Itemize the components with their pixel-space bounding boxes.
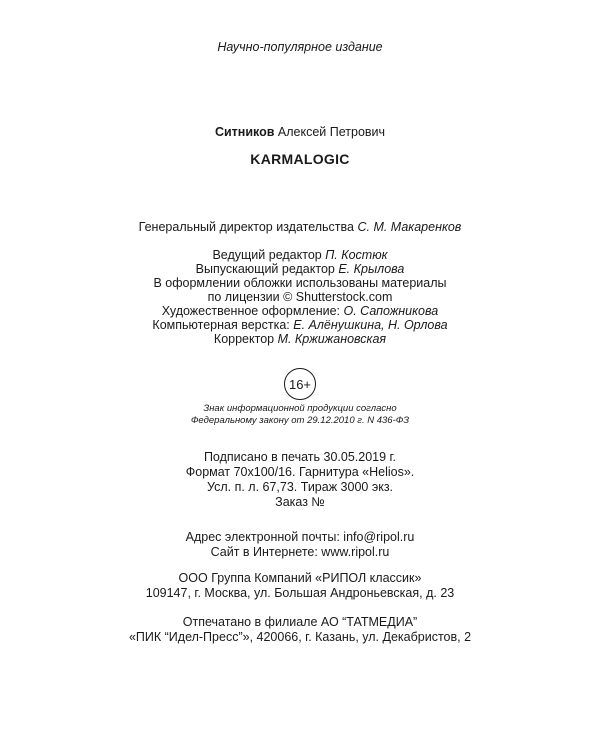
director-label: Генеральный директор издательства: [138, 220, 354, 234]
publisher-address: 109147, г. Москва, ул. Большая Андроньевская, д. 23: [145, 586, 455, 600]
age-rating-badge: 16+: [284, 368, 316, 400]
edition-type: Научно-популярное издание: [217, 40, 383, 54]
proofreader-label: Корректор: [213, 332, 275, 346]
art-label: Художественное оформление:: [161, 304, 341, 318]
printer-line2: «ПИК “Идел-Пресс”», 420066, г. Казань, ул. Декабристов, 2: [128, 630, 472, 644]
proofreader-line: [0, 332, 600, 346]
cover-materials-line2: по лицензии © Shutterstock.com: [207, 290, 393, 304]
author-given-names: Алексей Петрович: [277, 125, 386, 139]
art-line: [0, 304, 600, 318]
director-name: С. М. Макаренков: [357, 220, 462, 234]
author-surname: Ситников: [214, 125, 275, 139]
cover-materials-line1: В оформлении обложки использованы материалы: [153, 276, 447, 290]
layout-label: Компьютерная верстка:: [152, 318, 290, 332]
art-name: О. Сапожникова: [343, 304, 439, 318]
print-signed: Подписано в печать 30.05.2019 г.: [203, 450, 397, 464]
printer-line1: Отпечатано в филиале АО “ТАТМЕДИА”: [182, 615, 418, 629]
release-editor-name: Е. Крылова: [338, 262, 405, 276]
contact-email: Адрес электронной почты: info@ripol.ru: [185, 530, 415, 544]
age-note-line1: Знак информационной продукции согласно: [203, 403, 397, 414]
lead-editor-name: П. Костюк: [325, 248, 388, 262]
proofreader-name: М. Кржижановская: [277, 332, 387, 346]
release-editor-line: [0, 262, 600, 276]
lead-editor-label: Ведущий редактор: [212, 248, 322, 262]
release-editor-label: Выпускающий редактор: [195, 262, 335, 276]
book-title: KARMALOGIC: [250, 151, 350, 167]
author-line: [0, 125, 600, 139]
contact-site: Сайт в Интернете: www.ripol.ru: [210, 545, 390, 559]
director-line: [0, 220, 600, 234]
lead-editor-line: [0, 248, 600, 262]
print-format: Формат 70х100/16. Гарнитура «Helios».: [185, 465, 415, 479]
layout-line: [0, 318, 600, 332]
print-order: Заказ №: [275, 495, 325, 509]
layout-names: Е. Алёнушкина, Н. Орлова: [293, 318, 448, 332]
age-note-line2: Федеральному закону от 29.12.2010 г. N 436-ФЗ: [190, 415, 410, 426]
print-sheets: Усл. п. л. 67,73. Тираж 3000 экз.: [206, 480, 394, 494]
publisher-name: ООО Группа Компаний «РИПОЛ классик»: [178, 571, 422, 585]
